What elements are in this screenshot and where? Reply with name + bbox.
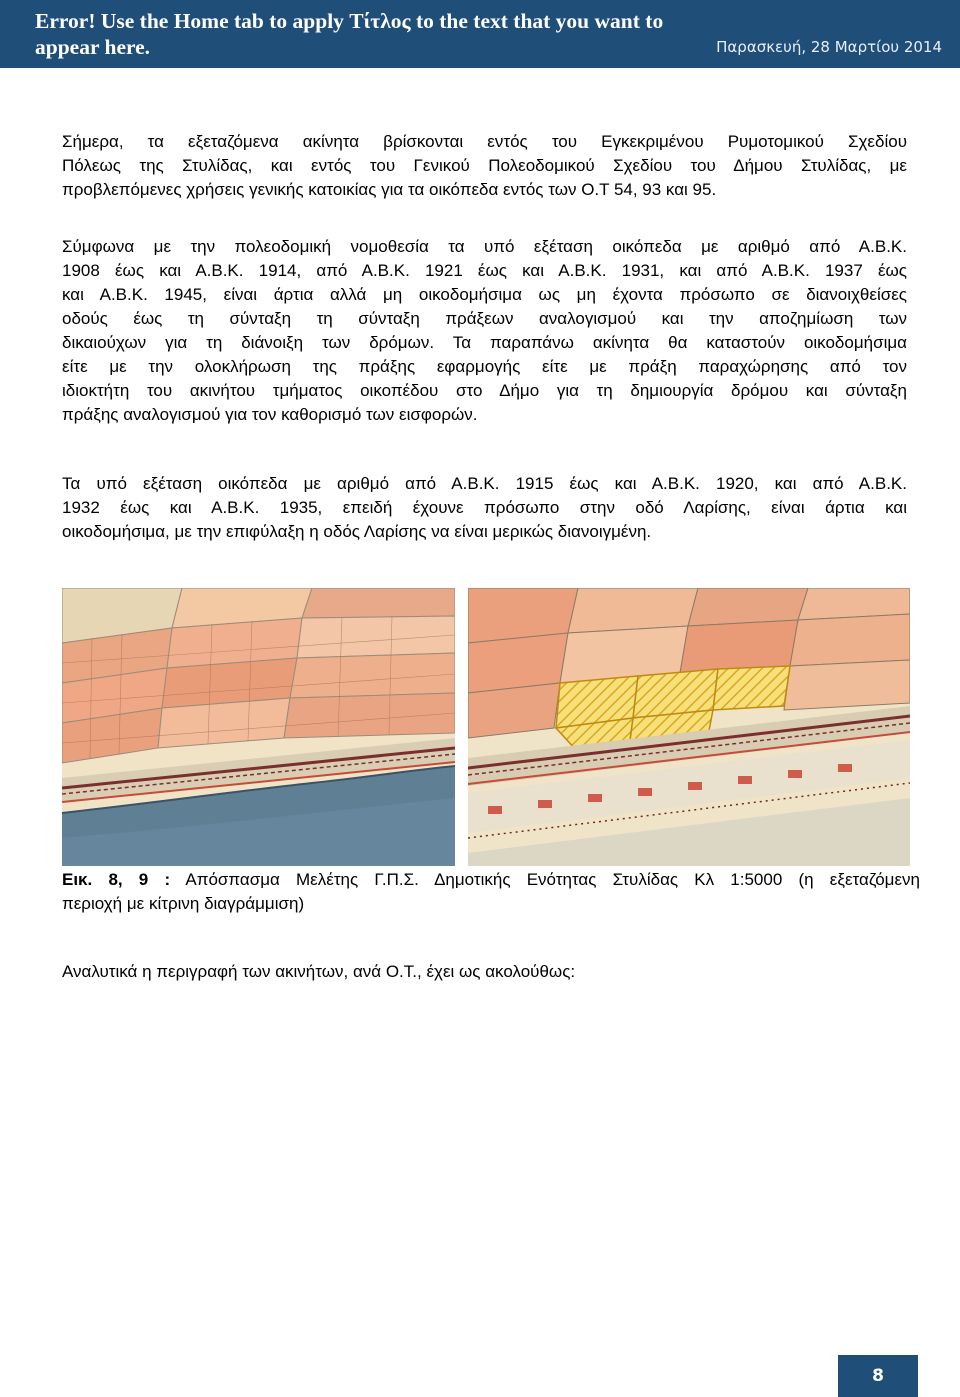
page-number: 8 <box>838 1355 918 1397</box>
header-date: Παρασκευή, 28 Μαρτίου 2014 <box>716 38 942 56</box>
map-east-image <box>468 588 910 866</box>
map-figure-east <box>468 588 910 866</box>
caption-text: Απόσπασμα Μελέτης Γ.Π.Σ. Δημοτικής Ενότητας Στυλίδας Κλ 1:5000 (η εξεταζόμενη <box>185 870 920 889</box>
paragraph-line: δικαιούχων για τη διάνοιξη των δρόμων. Τα παραπάνω ακίνητα θα καταστούν οικοδομήσιμα <box>62 333 907 352</box>
paragraph-line: 1932 έως και Α.Β.Κ. 1935, επειδή έχουνε πρόσωπο στην οδό Λαρίσης, είναι άρτια και <box>62 498 907 517</box>
page-header <box>0 0 960 68</box>
paragraph-line: 1908 έως και Α.Β.Κ. 1914, από Α.Β.Κ. 1921 έως και Α.Β.Κ. 1931, και από Α.Β.Κ. 1937 έως <box>62 261 907 280</box>
paragraph-line: Σήμερα, τα εξεταζόμενα ακίνητα βρίσκονται εντός του Εγκεκριμένου Ρυμοτομικού Σχεδίου <box>62 132 907 151</box>
paragraph-line: Πόλεως της Στυλίδας, και εντός του Γενικού Πολεοδομικού Σχεδίου του Δήμου Στυλίδας, με <box>62 156 907 175</box>
paragraph-current-status <box>62 130 907 202</box>
paragraph-line: είτε με την ολοκλήρωση της πράξης εφαρμογής είτε με πράξη παραχώρησης από τον <box>62 357 907 376</box>
map-figure-west <box>62 588 455 866</box>
paragraph-buildable-plots <box>62 472 907 544</box>
paragraph-line: οικοδομήσιμα, με την επιφύλαξη η οδός Λαρίσης να είναι μερικώς διανοιγμένη. <box>62 522 652 541</box>
paragraph-line: προβλεπόμενες χρήσεις γενικής κατοικίας για τα οικόπεδα εντός των Ο.Τ 54, 93 και 95. <box>62 180 717 199</box>
paragraph-line: Τα υπό εξέταση οικόπεδα με αριθμό από Α.Β.Κ. 1915 έως και Α.Β.Κ. 1920, και από Α.Β.Κ. <box>62 474 907 493</box>
paragraph-legislation <box>62 235 907 427</box>
paragraph-line: ιδιοκτήτη του ακινήτου τμήματος οικοπέδου στο Δήμο για τη δημιουργία δρόμου και σύνταξη <box>62 381 907 400</box>
paragraph-line: οδούς έως τη σύνταξη τη σύνταξη πράξεων αναλογισμού και την αποζημίωση των <box>62 309 907 328</box>
paragraph-line: πράξης αναλογισμού για τον καθορισμό των εισφορών. <box>62 405 478 424</box>
paragraph-line: Αναλυτικά η περιγραφή των ακινήτων, ανά Ο.Τ., έχει ως ακολούθως: <box>62 962 576 981</box>
paragraph-line: Σύμφωνα με την πολεοδομική νομοθεσία τα υπό εξέταση οικόπεδα με αριθμό από Α.Β.Κ. <box>62 237 907 256</box>
header-title: Error! Use the Home tab to apply Τίτλος to the text that you want to appear here. <box>35 9 664 59</box>
paragraph-description-intro <box>62 960 907 984</box>
paragraph-line: και Α.Β.Κ. 1945, είναι άρτια αλλά μη οικοδομήσιμα ως μη έχοντα πρόσωπο σε διανοιχθείσες <box>62 285 907 304</box>
map-west-image <box>62 588 455 866</box>
caption-text-continued: περιοχή με κίτρινη διαγράμμιση) <box>62 894 305 913</box>
figure-caption <box>62 868 920 916</box>
caption-label: Εικ. 8, 9 : <box>62 870 171 889</box>
